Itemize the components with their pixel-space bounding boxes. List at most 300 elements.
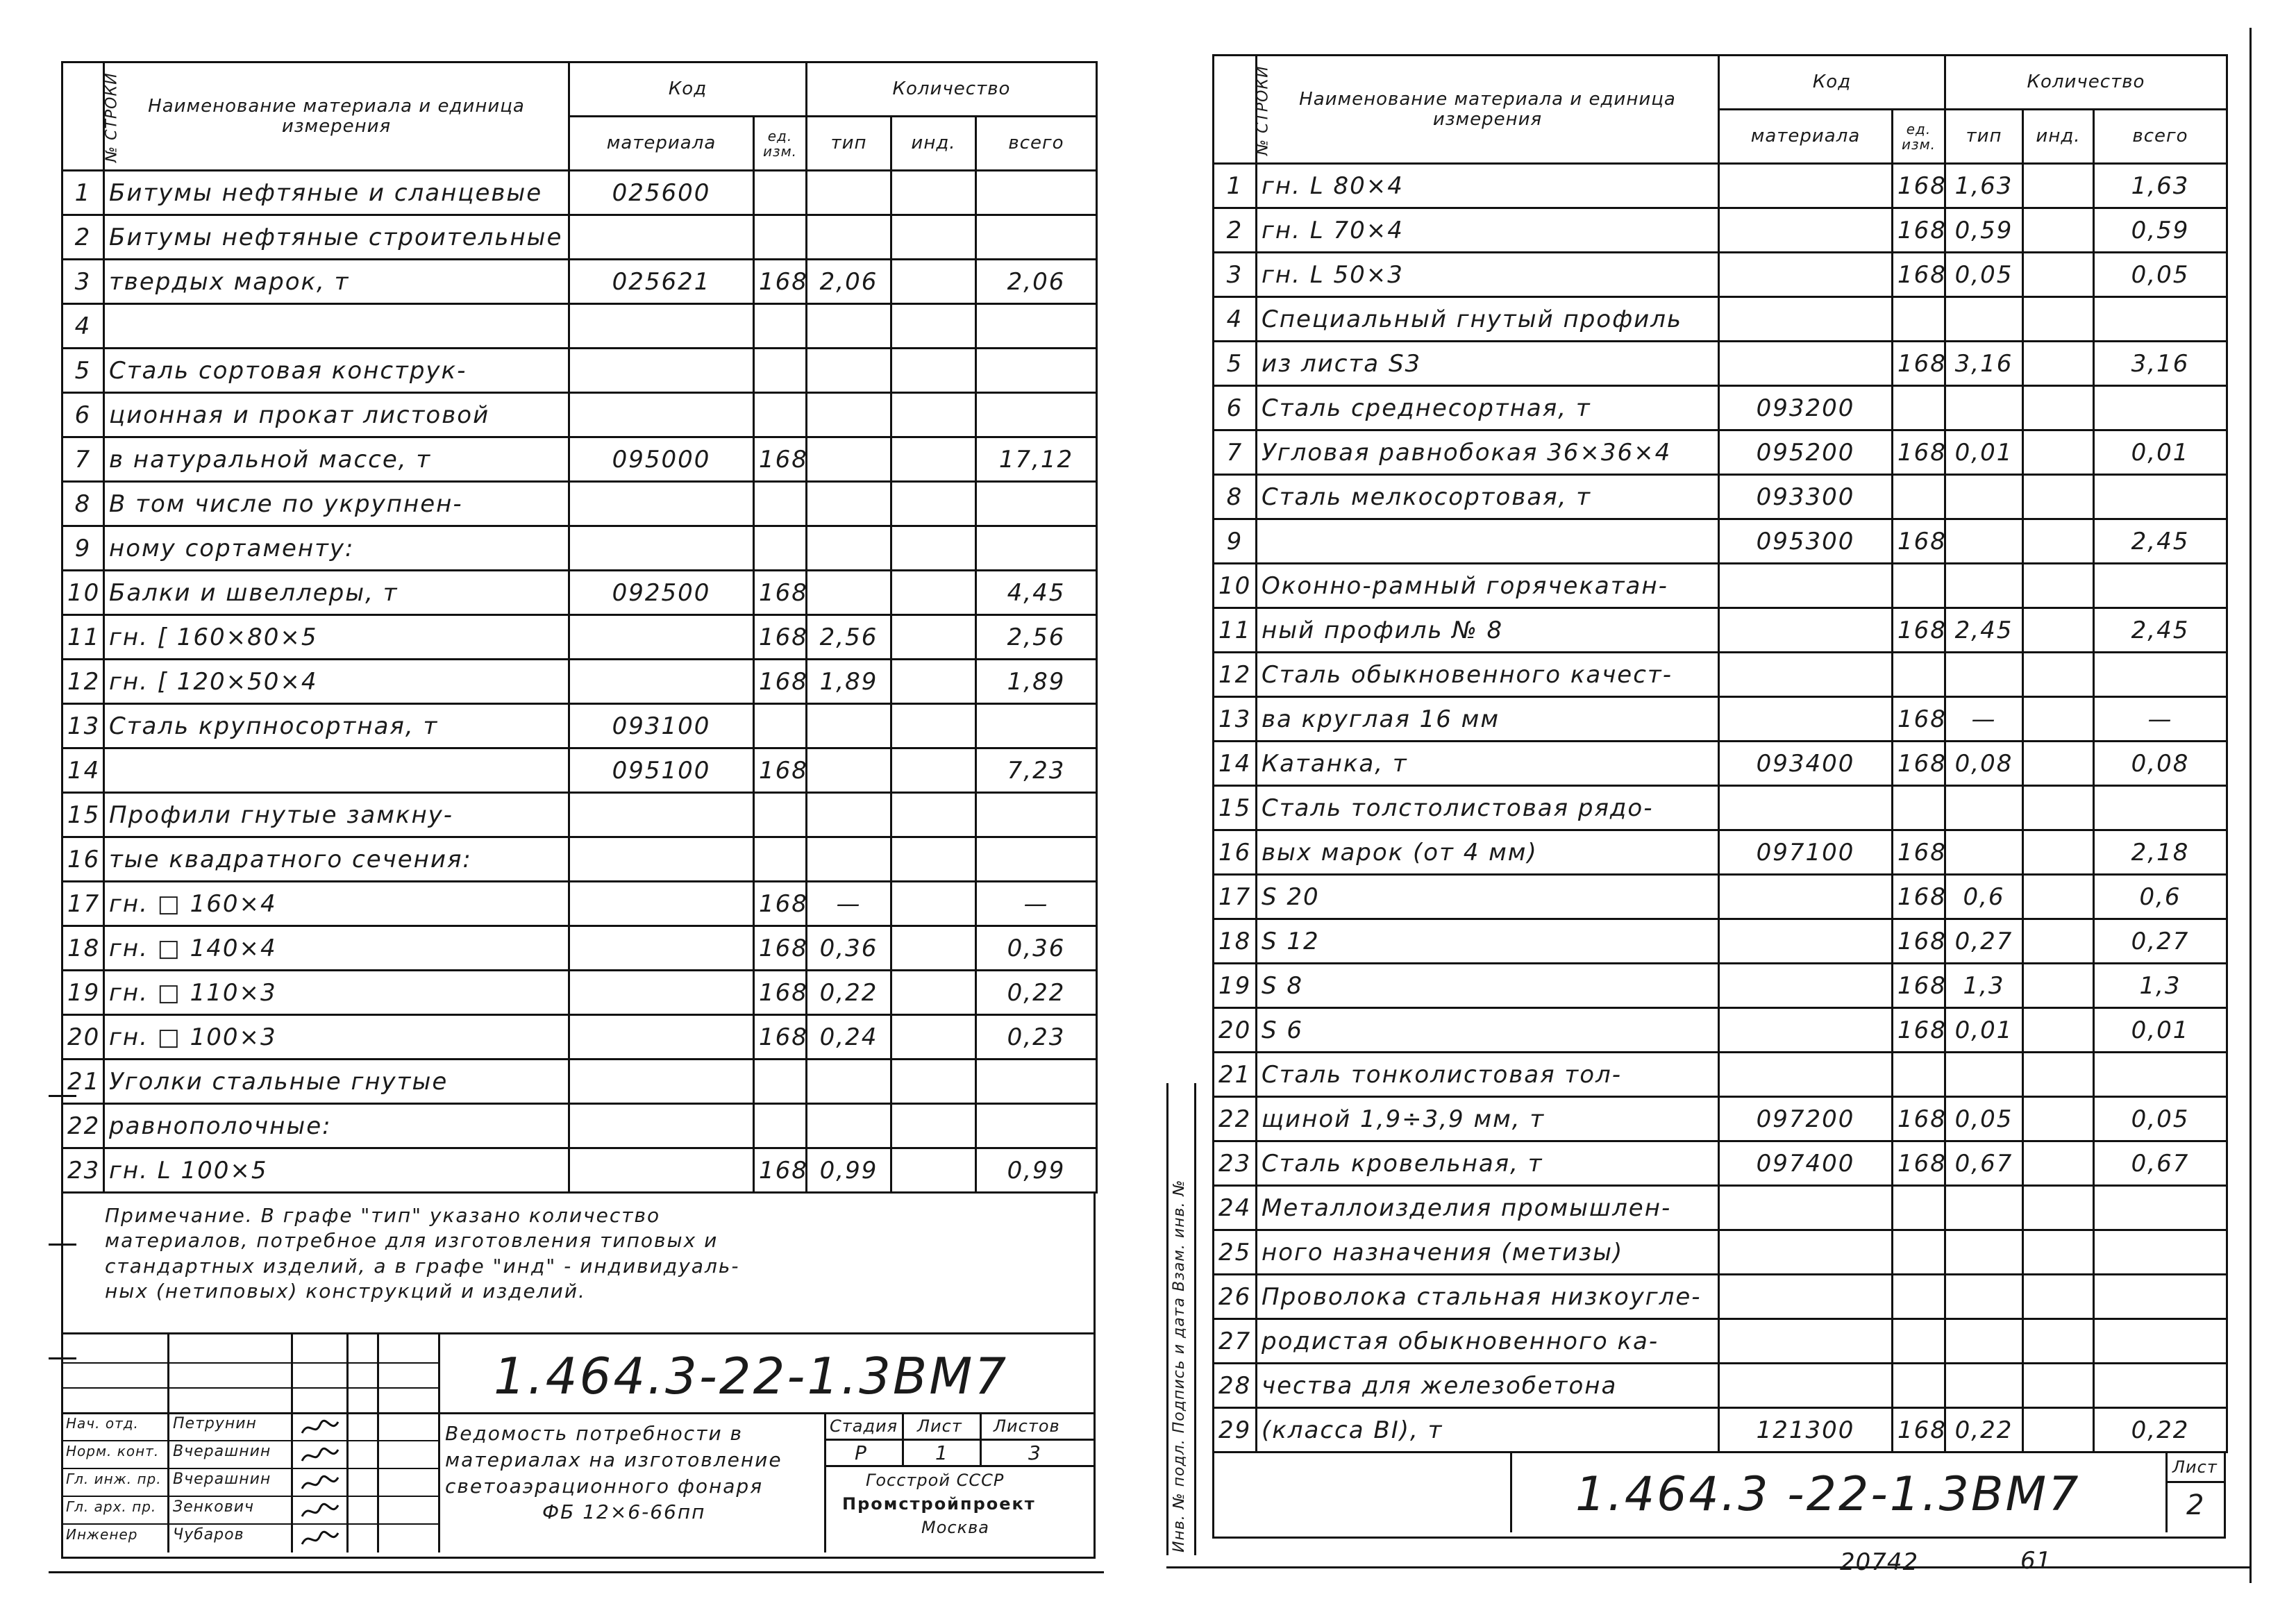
unit-code: 168 <box>1893 875 1945 919</box>
material-name: Сталь обыкновенного качест- <box>1257 653 1719 697</box>
qty-typ: 0,05 <box>1945 1097 2023 1141</box>
material-code <box>1719 253 1893 297</box>
material-code <box>1719 608 1893 653</box>
table-row <box>1214 1364 2227 1408</box>
qty-ind <box>2023 1186 2094 1230</box>
unit-code: 168 <box>754 1015 807 1060</box>
row-number: 12 <box>1214 653 1257 697</box>
material-code <box>1719 1008 1893 1053</box>
row-number: 19 <box>62 971 104 1015</box>
row-number: 18 <box>62 926 104 971</box>
table-row <box>1214 297 2227 342</box>
row-number: 10 <box>62 571 104 615</box>
unit-code <box>1893 1275 1945 1319</box>
row-number: 20 <box>62 1015 104 1060</box>
qty-typ <box>1945 786 2023 830</box>
material-code <box>569 660 754 704</box>
qty-ind <box>891 882 976 926</box>
qty-total: — <box>976 882 1097 926</box>
qty-total: 1,89 <box>976 660 1097 704</box>
table-row <box>1214 430 2227 475</box>
table-row <box>1214 1186 2227 1230</box>
material-name: гн. L 100×5 <box>104 1148 569 1193</box>
material-code: 097100 <box>1719 830 1893 875</box>
table-row <box>62 482 1097 526</box>
left-sheet <box>61 61 1096 1559</box>
note-text <box>105 1203 739 1305</box>
material-code: 025600 <box>569 171 754 215</box>
table-row <box>1214 964 2227 1008</box>
material-name: гн. [ 120×50×4 <box>104 660 569 704</box>
material-code <box>1719 1319 1893 1364</box>
material-name: Уголки стальные гнутые <box>104 1060 569 1104</box>
row-number: 5 <box>62 349 104 393</box>
material-code <box>1719 342 1893 386</box>
qty-total: — <box>2094 697 2227 742</box>
sheet-label: Лист <box>917 1416 962 1436</box>
row-number: 25 <box>1214 1230 1257 1275</box>
material-code <box>1719 919 1893 964</box>
qty-typ <box>1945 1364 2023 1408</box>
unit-code <box>754 526 807 571</box>
qty-typ: 0,01 <box>1945 1008 2023 1053</box>
unit-code: 168 <box>1893 1097 1945 1141</box>
qty-typ <box>1945 297 2023 342</box>
right-materials-table <box>1212 54 2228 1453</box>
material-name: Битумы нефтяные и сланцевые <box>104 171 569 215</box>
header-material-code: материала <box>569 117 754 171</box>
material-name: ционная и прокат листовой <box>104 393 569 437</box>
material-code <box>569 1015 754 1060</box>
qty-total <box>2094 297 2227 342</box>
qty-typ: 0,36 <box>807 926 891 971</box>
description-line-3: светоаэрационного фонаря <box>445 1474 764 1498</box>
qty-total <box>2094 1053 2227 1097</box>
note-line-3: стандартных изделий, а в графе "инд" - индивидуаль- <box>105 1254 740 1278</box>
row-number: 22 <box>62 1104 104 1148</box>
binding-strip-labels: Инв. № подл. Подпись и дата Взам. инв. № <box>1171 1179 1188 1552</box>
table-row <box>62 837 1097 882</box>
material-code <box>1719 1053 1893 1097</box>
material-code <box>1719 1230 1893 1275</box>
row-number: 22 <box>1214 1097 1257 1141</box>
unit-code: 168 <box>754 926 807 971</box>
qty-ind <box>2023 830 2094 875</box>
qty-typ: 0,22 <box>807 971 891 1015</box>
table-row <box>62 526 1097 571</box>
qty-ind <box>2023 253 2094 297</box>
unit-code: 168 <box>754 1148 807 1193</box>
description-line-4: ФБ 12×6-66пп <box>542 1500 706 1524</box>
table-row <box>62 304 1097 349</box>
qty-total <box>976 482 1097 526</box>
material-name: родистая обыкновенного ка- <box>1257 1319 1719 1364</box>
signature-role: Гл. инж. пр. <box>66 1471 162 1487</box>
material-name: гн. □ 100×3 <box>104 1015 569 1060</box>
table-row <box>62 793 1097 837</box>
table-row <box>1214 608 2227 653</box>
qty-typ: 1,63 <box>1945 164 2023 208</box>
qty-typ <box>807 837 891 882</box>
qty-ind <box>891 349 976 393</box>
qty-typ <box>1945 1186 2023 1230</box>
row-number: 16 <box>62 837 104 882</box>
row-number: 21 <box>1214 1053 1257 1097</box>
unit-code <box>1893 1319 1945 1364</box>
material-name: Сталь мелкосортовая, т <box>1257 475 1719 519</box>
material-code <box>569 1148 754 1193</box>
sheets-value: 3 <box>1028 1441 1041 1464</box>
table-row <box>1214 1008 2227 1053</box>
table-row <box>1214 697 2227 742</box>
qty-typ <box>1945 1053 2023 1097</box>
qty-typ <box>807 571 891 615</box>
header-row-no: № СТРОКИ <box>62 62 104 171</box>
table-row <box>1214 208 2227 253</box>
qty-ind <box>891 171 976 215</box>
unit-code: 168 <box>1893 1408 1945 1453</box>
qty-ind <box>891 304 976 349</box>
qty-typ <box>1945 1319 2023 1364</box>
qty-typ <box>807 215 891 260</box>
qty-typ <box>1945 386 2023 430</box>
material-name: Оконно-рамный горячекатан- <box>1257 564 1719 608</box>
qty-ind <box>891 215 976 260</box>
qty-ind <box>2023 1230 2094 1275</box>
title-block <box>61 1332 1096 1559</box>
unit-code <box>1893 786 1945 830</box>
material-code <box>569 349 754 393</box>
qty-ind <box>2023 208 2094 253</box>
qty-typ <box>807 1104 891 1148</box>
table-row <box>62 571 1097 615</box>
qty-typ: 0,01 <box>1945 430 2023 475</box>
qty-total <box>976 837 1097 882</box>
qty-ind <box>891 260 976 304</box>
unit-code: 168 <box>1893 208 1945 253</box>
table-row <box>62 704 1097 748</box>
org-city: Москва <box>921 1518 989 1537</box>
qty-total: 0,22 <box>976 971 1097 1015</box>
table-row <box>1214 564 2227 608</box>
unit-code <box>1893 386 1945 430</box>
unit-code: 168 <box>1893 742 1945 786</box>
qty-ind <box>891 793 976 837</box>
material-name: В том числе по укрупнен- <box>104 482 569 526</box>
material-name: Специальный гнутый профиль <box>1257 297 1719 342</box>
table-row <box>1214 1053 2227 1097</box>
qty-total: 0,67 <box>2094 1141 2227 1186</box>
material-code <box>569 793 754 837</box>
qty-total <box>2094 786 2227 830</box>
qty-ind <box>2023 875 2094 919</box>
material-name: Угловая равнобокая 36×36×4 <box>1257 430 1719 475</box>
qty-ind <box>2023 430 2094 475</box>
unit-code <box>1893 475 1945 519</box>
qty-ind <box>2023 1408 2094 1453</box>
row-number: 9 <box>62 526 104 571</box>
qty-ind <box>2023 1364 2094 1408</box>
row-number: 15 <box>1214 786 1257 830</box>
material-code: 093300 <box>1719 475 1893 519</box>
material-code <box>1719 297 1893 342</box>
qty-typ <box>1945 475 2023 519</box>
qty-ind <box>2023 786 2094 830</box>
unit-code <box>754 1104 807 1148</box>
material-name <box>1257 519 1719 564</box>
qty-typ <box>1945 1230 2023 1275</box>
row-number: 8 <box>62 482 104 526</box>
signature-name: Чубаров <box>173 1526 244 1543</box>
qty-ind <box>2023 1097 2094 1141</box>
unit-code: 168 <box>1893 830 1945 875</box>
row-number: 3 <box>62 260 104 304</box>
signature-name: Петрунин <box>173 1415 257 1432</box>
qty-total <box>976 215 1097 260</box>
material-code <box>1719 786 1893 830</box>
qty-typ <box>1945 653 2023 697</box>
qty-total: 0,05 <box>2094 253 2227 297</box>
material-name: Сталь кровельная, т <box>1257 1141 1719 1186</box>
table-row <box>1214 653 2227 697</box>
qty-ind <box>2023 475 2094 519</box>
header-ind: инд. <box>891 117 976 171</box>
qty-total: 7,23 <box>976 748 1097 793</box>
qty-ind <box>2023 1319 2094 1364</box>
row-number: 7 <box>62 437 104 482</box>
qty-ind <box>2023 297 2094 342</box>
material-name: Сталь крупносортная, т <box>104 704 569 748</box>
unit-code: 168 <box>1893 1141 1945 1186</box>
material-code <box>569 304 754 349</box>
material-name: в натуральной массе, т <box>104 437 569 482</box>
qty-total: 2,45 <box>2094 519 2227 564</box>
qty-ind <box>891 1015 976 1060</box>
qty-typ: 0,05 <box>1945 253 2023 297</box>
qty-total <box>976 171 1097 215</box>
material-name: ный профиль № 8 <box>1257 608 1719 653</box>
handwritten-signature <box>299 1472 341 1498</box>
material-name: Катанка, т <box>1257 742 1719 786</box>
qty-ind <box>891 615 976 660</box>
qty-typ: 0,22 <box>1945 1408 2023 1453</box>
material-name: гн. L 50×3 <box>1257 253 1719 297</box>
material-name: S 8 <box>1257 964 1719 1008</box>
row-number: 11 <box>1214 608 1257 653</box>
qty-total: 0,01 <box>2094 430 2227 475</box>
unit-code <box>1893 1186 1945 1230</box>
table-row <box>62 615 1097 660</box>
material-code: 025621 <box>569 260 754 304</box>
handwritten-signature <box>299 1527 341 1554</box>
right-doc-code: 1.464.3 -22-1.3ВМ7 <box>1575 1467 2081 1522</box>
unit-code: 168 <box>1893 964 1945 1008</box>
material-name: гн. □ 140×4 <box>104 926 569 971</box>
qty-total <box>2094 1319 2227 1364</box>
table-row <box>62 926 1097 971</box>
qty-typ <box>807 1060 891 1104</box>
table-row <box>1214 519 2227 564</box>
row-number: 23 <box>62 1148 104 1193</box>
description-line-1: Ведомость потребности в <box>445 1422 744 1445</box>
material-code <box>1719 164 1893 208</box>
note-line-4: ных (нетиповых) конструкций и изделий. <box>105 1280 586 1303</box>
material-code <box>1719 875 1893 919</box>
row-number: 7 <box>1214 430 1257 475</box>
signature-role: Нач. отд. <box>66 1415 139 1432</box>
qty-total <box>976 793 1097 837</box>
table-row <box>1214 1275 2227 1319</box>
qty-ind <box>891 837 976 882</box>
qty-typ: 0,99 <box>807 1148 891 1193</box>
qty-ind <box>2023 608 2094 653</box>
table-row <box>1214 875 2227 919</box>
material-name: ва круглая 16 мм <box>1257 697 1719 742</box>
qty-typ <box>807 748 891 793</box>
row-number: 18 <box>1214 919 1257 964</box>
unit-code <box>1893 1364 1945 1408</box>
unit-code: 168 <box>1893 608 1945 653</box>
row-number: 13 <box>62 704 104 748</box>
org-promstroyproekt: Промстройпроект <box>842 1494 1036 1514</box>
material-name: гн. L 80×4 <box>1257 164 1719 208</box>
table-row <box>1214 1097 2227 1141</box>
qty-ind <box>2023 919 2094 964</box>
qty-total <box>976 1104 1097 1148</box>
left-note-block <box>61 1194 1096 1332</box>
unit-code <box>1893 1053 1945 1097</box>
qty-ind <box>2023 1141 2094 1186</box>
qty-ind <box>891 748 976 793</box>
qty-total <box>2094 1364 2227 1408</box>
row-number: 12 <box>62 660 104 704</box>
qty-total: 3,16 <box>2094 342 2227 386</box>
material-code: 093400 <box>1719 742 1893 786</box>
sheets-label: Листов <box>994 1416 1060 1436</box>
material-code <box>1719 1364 1893 1408</box>
qty-ind <box>891 1060 976 1104</box>
material-code <box>569 526 754 571</box>
material-code: 093200 <box>1719 386 1893 430</box>
qty-total <box>2094 1186 2227 1230</box>
material-name: чества для железобетона <box>1257 1364 1719 1408</box>
row-number: 21 <box>62 1060 104 1104</box>
qty-typ: 0,59 <box>1945 208 2023 253</box>
header-row-no-right: № СТРОКИ <box>1214 56 1257 164</box>
row-number: 4 <box>62 304 104 349</box>
table-row <box>1214 742 2227 786</box>
qty-typ <box>1945 564 2023 608</box>
qty-ind <box>2023 964 2094 1008</box>
material-name: S 6 <box>1257 1008 1719 1053</box>
material-code <box>1719 697 1893 742</box>
qty-total <box>2094 653 2227 697</box>
qty-ind <box>891 393 976 437</box>
qty-typ <box>807 349 891 393</box>
table-row <box>62 882 1097 926</box>
qty-ind <box>2023 386 2094 430</box>
qty-ind <box>891 526 976 571</box>
unit-code: 168 <box>1893 519 1945 564</box>
qty-ind <box>891 704 976 748</box>
row-number: 27 <box>1214 1319 1257 1364</box>
signature-name: Зенкович <box>173 1498 255 1516</box>
material-name: Сталь сортовая конструк- <box>104 349 569 393</box>
qty-typ: — <box>807 882 891 926</box>
qty-typ: 2,56 <box>807 615 891 660</box>
qty-typ <box>807 704 891 748</box>
unit-code <box>1893 564 1945 608</box>
material-name: S 20 <box>1257 875 1719 919</box>
table-row <box>1214 342 2227 386</box>
table-row <box>1214 786 2227 830</box>
qty-ind <box>891 926 976 971</box>
material-code <box>569 1104 754 1148</box>
table-row <box>1214 1408 2227 1453</box>
qty-total: 0,01 <box>2094 1008 2227 1053</box>
row-number: 19 <box>1214 964 1257 1008</box>
table-row <box>62 1060 1097 1104</box>
unit-code: 168 <box>754 437 807 482</box>
row-number: 17 <box>1214 875 1257 919</box>
qty-typ: 2,45 <box>1945 608 2023 653</box>
unit-code <box>1893 1230 1945 1275</box>
qty-ind <box>2023 342 2094 386</box>
qty-total <box>2094 386 2227 430</box>
qty-typ: 0,24 <box>807 1015 891 1060</box>
header-ind-right: инд. <box>2023 110 2094 164</box>
row-number: 1 <box>62 171 104 215</box>
table-row <box>1214 386 2227 430</box>
unit-code <box>754 393 807 437</box>
header-unit: ед. изм. <box>754 117 807 171</box>
table-row <box>1214 1141 2227 1186</box>
header-code-right: Код <box>1719 56 1945 110</box>
unit-code: 168 <box>754 971 807 1015</box>
material-code: 093100 <box>569 704 754 748</box>
material-name: Проволока стальная низкоугле- <box>1257 1275 1719 1319</box>
signature-name: Вчерашнин <box>173 1443 271 1460</box>
row-number: 28 <box>1214 1364 1257 1408</box>
table-row <box>1214 1319 2227 1364</box>
unit-code: 168 <box>754 615 807 660</box>
row-number: 1 <box>1214 164 1257 208</box>
qty-total <box>2094 1230 2227 1275</box>
qty-typ <box>807 171 891 215</box>
material-name: ному сортаменту: <box>104 526 569 571</box>
qty-typ <box>807 304 891 349</box>
material-name: S 12 <box>1257 919 1719 964</box>
qty-ind <box>891 1104 976 1148</box>
signature-name: Вчерашнин <box>173 1471 271 1488</box>
material-name: гн. □ 160×4 <box>104 882 569 926</box>
header-name-right: Наименование материала и единица измерения <box>1257 56 1719 164</box>
qty-typ <box>807 482 891 526</box>
qty-total: 0,59 <box>2094 208 2227 253</box>
unit-code <box>754 1060 807 1104</box>
unit-code: 168 <box>1893 342 1945 386</box>
table-row <box>62 1104 1097 1148</box>
material-code <box>1719 1186 1893 1230</box>
material-code <box>1719 653 1893 697</box>
qty-typ <box>807 393 891 437</box>
table-row <box>62 215 1097 260</box>
note-line-1: Примечание. В графе "тип" указано количество <box>105 1204 661 1227</box>
material-code <box>569 393 754 437</box>
qty-total: 0,36 <box>976 926 1097 971</box>
material-code <box>1719 1275 1893 1319</box>
qty-ind <box>2023 742 2094 786</box>
